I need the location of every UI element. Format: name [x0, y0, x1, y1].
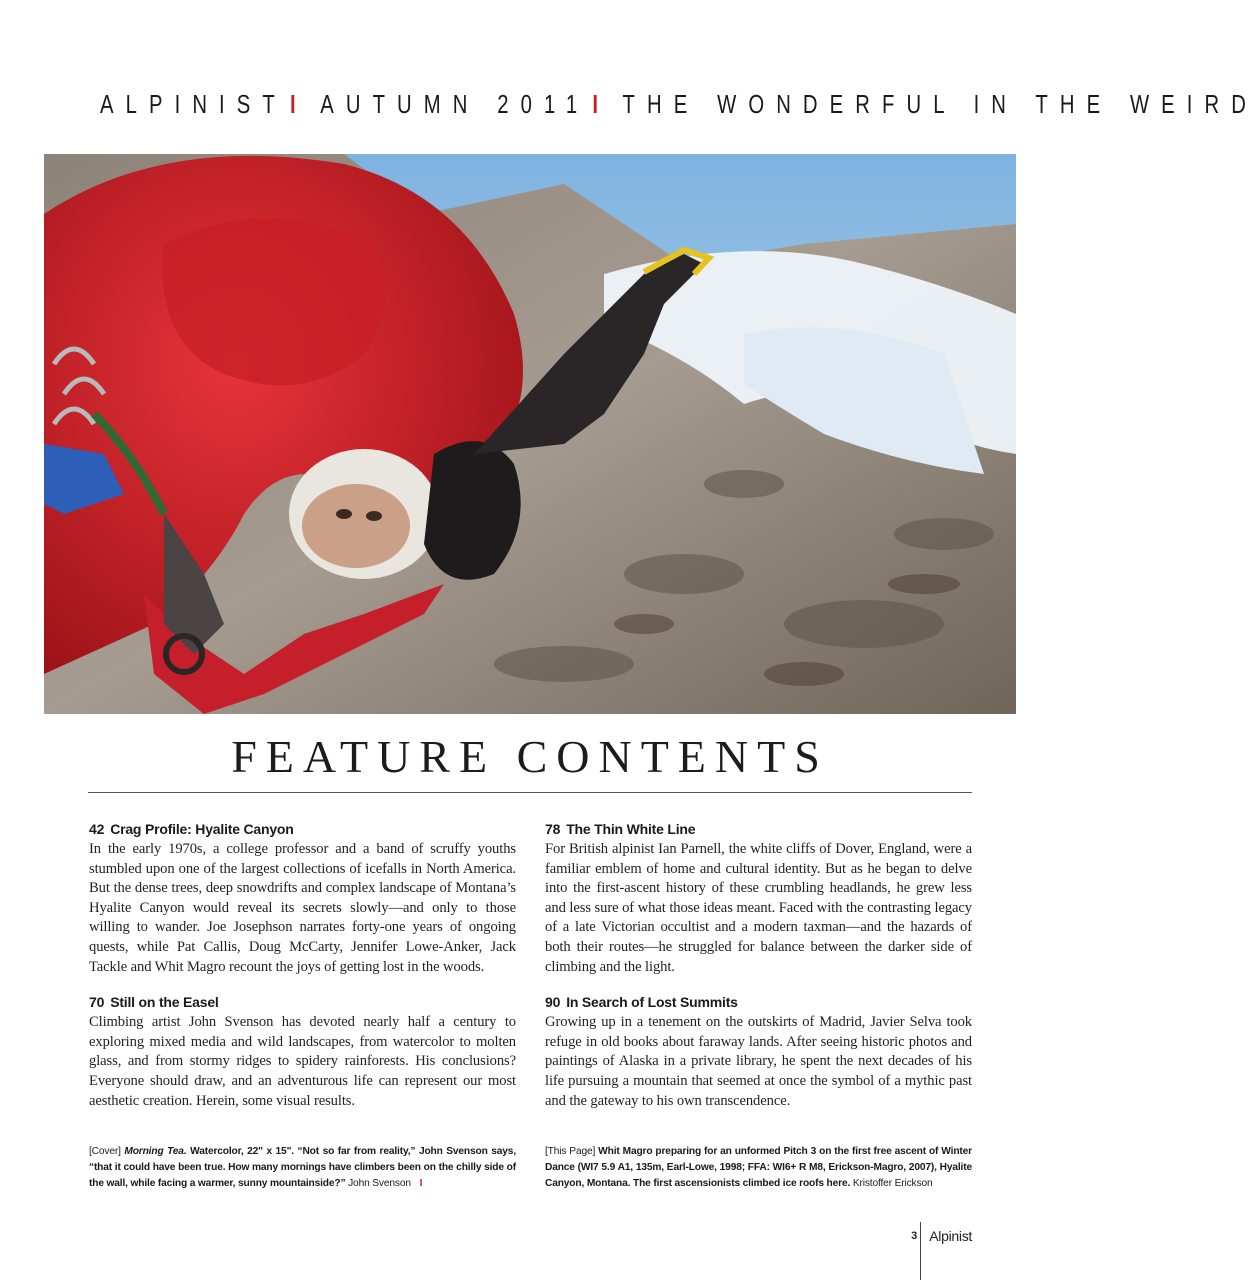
contents-column-left	[89, 820, 516, 1127]
caption-credit: John Svenson	[348, 1178, 411, 1189]
feature-heading	[89, 993, 516, 1011]
caption-text: Watercolor, 22" x 15". “Not so far from reality,” John Svenson says, “that it could have been true. How many mornings have climbers been on the chilly side of the wall, while facing a warmer, sunny mountainside?”	[89, 1146, 516, 1189]
feature-description: Climbing artist John Svenson has devoted nearly half a century to exploring mixed media and wild landscapes, from watercolor to molten glass, and from stormy ridges to spidery rainforests. His conclusions? Everyone should draw, and an adventurous life can represent our most aesthetic creation. Herein, some visual results.	[89, 1014, 516, 1109]
feature-heading	[89, 820, 516, 838]
feature-title: Crag Profile: Hyalite Canyon	[110, 821, 294, 837]
header-separator-2: I	[592, 88, 611, 119]
feature-entry	[545, 820, 972, 977]
folio	[911, 1222, 972, 1250]
caption-tag: [Cover]	[89, 1146, 121, 1157]
feature-page-number: 90	[545, 994, 561, 1011]
feature-page-number: 70	[89, 994, 105, 1011]
feature-page-number: 78	[545, 821, 561, 837]
feature-heading	[545, 993, 972, 1011]
page-title: FEATURE CONTENTS	[231, 731, 829, 782]
header-separator-1: I	[290, 88, 308, 119]
feature-description: In the early 1970s, a college professor and a band of scruffy youths stumbled upon one of the largest collections of icefalls in North America. But the dense trees, deep snowdrifts and complex landscape of Montana’s Hyalite Canyon would reveal its secrets slowly—and only to those willing to wander. Joe Josephson narrates forty-one years of ongoing quests, while Pat Callis, Doug McCarty, Jennifer Lowe-Anker, Jack Tackle and Whit Magro recount the joys of getting lost in the woods.	[89, 841, 516, 975]
cover-caption	[89, 1144, 516, 1192]
this-page-caption	[545, 1144, 972, 1192]
caption-credit: Kristoffer Erickson	[852, 1178, 933, 1189]
feature-title: In Search of Lost Summits	[566, 994, 738, 1011]
caption-tag: [This Page]	[545, 1146, 596, 1157]
caption-text: Whit Magro preparing for an unformed Pitch 3 on the first free ascent of Winter Dance (WI7 5.9 A1, 135m, Earl-Lowe, 1998; FFA: WI6+ R M8, Erickson-Magro, 2007), Hyalite Canyon, Montana. The first ascensionists climbed ice roofs here.	[545, 1146, 972, 1189]
feature-entry	[545, 993, 972, 1111]
photo-illustration	[44, 154, 1016, 714]
feature-entry	[89, 993, 516, 1111]
caption-artwork-title: Morning Tea.	[124, 1146, 187, 1157]
folio-magazine: Alpinist	[929, 1228, 972, 1244]
feature-description: For British alpinist Ian Parnell, the white cliffs of Dover, England, were a familiar emblem of home and cultural identity. But as he began to delve into the first-ascent history of these crumbling headlands, he grew less and less sure of what those ideas meant. Faced with the contrasting legacy of a late Victorian occultist and a modern taxman—and the hazards of both their routes—he struggled for balance between the darker side of climbing and the light.	[545, 841, 972, 975]
ice-climber-photo	[44, 154, 1016, 714]
caption-end-bar: I	[419, 1178, 423, 1189]
header-issue: AUTUMN 2011	[320, 88, 590, 119]
header-magazine: ALPINIST	[100, 88, 287, 119]
feature-title: Still on the Easel	[110, 994, 219, 1011]
folio-divider	[920, 1222, 921, 1280]
feature-description: Growing up in a tenement on the outskirts of Madrid, Javier Selva took refuge in old books about faraway lands. After seeing historic photos and paintings of Alaska in a private library, he spent the next decades of his life pursuing a mountain that seemed at once the symbol of a mythic past and the gateway to his own transcendence.	[545, 1014, 972, 1109]
title-rule	[88, 792, 972, 793]
header-theme: THE WONDERFUL IN THE WEIRD	[622, 88, 1258, 119]
feature-title: The Thin White Line	[566, 821, 696, 837]
page-number: 3	[911, 1230, 918, 1242]
contents-column-right	[545, 820, 972, 1127]
feature-heading	[545, 820, 972, 838]
running-header	[100, 84, 1258, 124]
feature-page-number: 42	[89, 821, 105, 837]
feature-entry	[89, 820, 516, 977]
